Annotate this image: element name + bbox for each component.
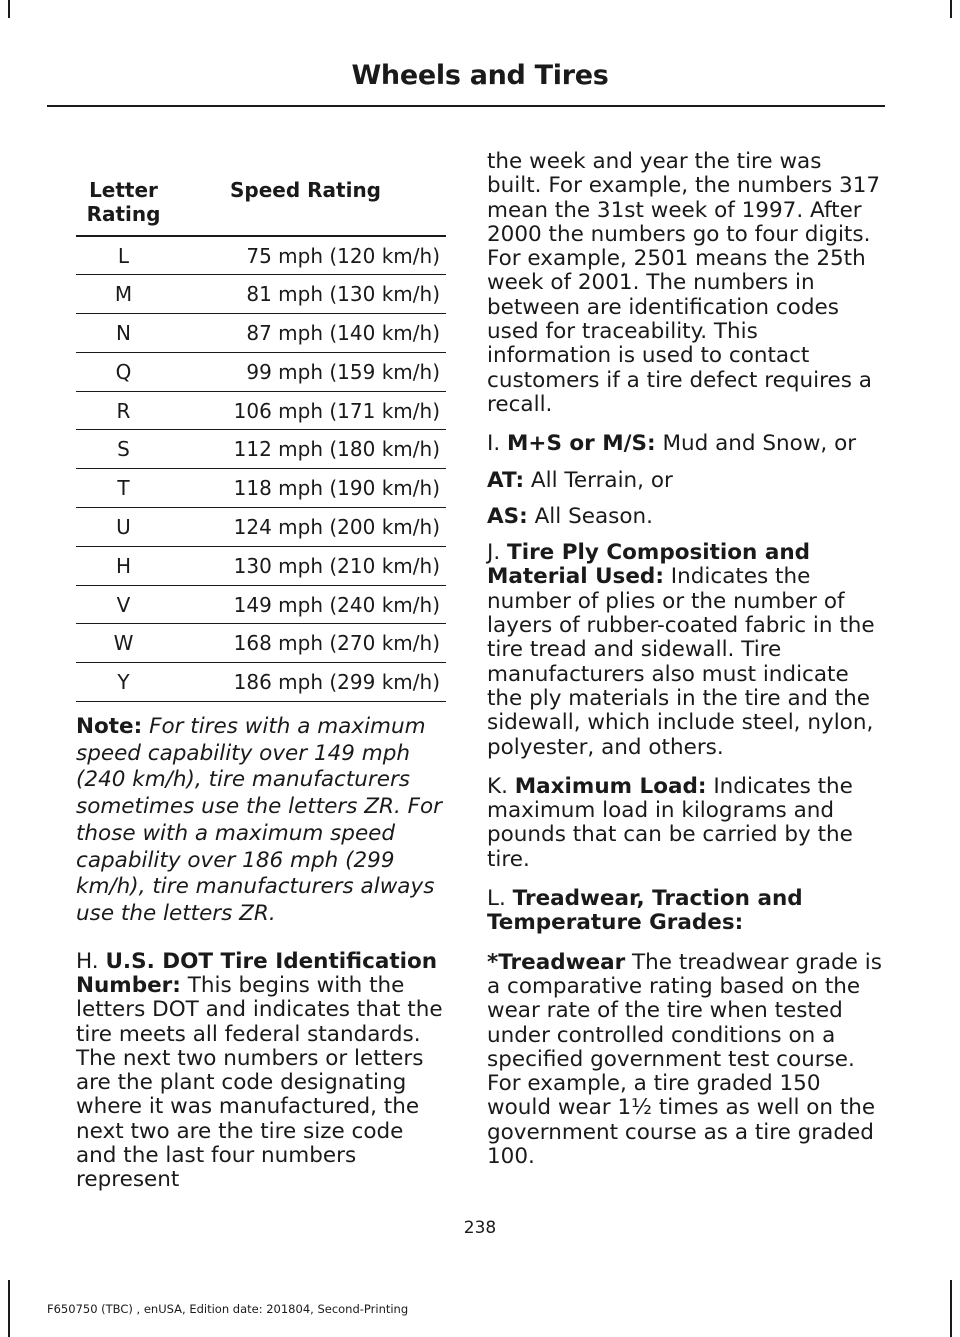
section-i xyxy=(487,432,882,456)
section-i-text: Mud and Snow, or xyxy=(662,431,857,457)
at-text: All Terrain, or xyxy=(530,467,673,493)
footer-edition: F650750 (TBC) , enUSA, Edition date: 201804, Second-Printing xyxy=(47,1302,409,1316)
letter-cell: R xyxy=(116,398,131,423)
speed-note xyxy=(76,714,446,928)
treadwear-label: *Treadwear xyxy=(487,949,626,975)
speed-cell: 168 mph (270 km/h) xyxy=(233,631,440,656)
at-line xyxy=(487,469,882,493)
section-h xyxy=(76,950,446,1193)
treadwear-paragraph xyxy=(487,951,882,1170)
section-i-prefix: I. xyxy=(487,431,501,457)
section-l xyxy=(487,887,882,936)
letter-cell: M xyxy=(114,282,133,307)
crop-mark-top-left xyxy=(8,0,10,18)
speed-cell: 81 mph (130 km/h) xyxy=(246,282,440,307)
section-j-label: Tire Ply Composition and Material Used: xyxy=(487,540,811,590)
as-label: AS: xyxy=(487,503,528,529)
table-row xyxy=(76,275,446,314)
section-l-prefix: L. xyxy=(487,886,506,912)
table-row xyxy=(76,430,446,469)
letter-cell: H xyxy=(115,553,132,578)
at-label: AT: xyxy=(487,467,525,493)
speed-rating-header: Speed Rating xyxy=(230,178,381,202)
as-line xyxy=(487,505,882,529)
letter-cell: T xyxy=(117,476,130,501)
letter-rating-header: Letter Rating xyxy=(86,178,161,226)
table-header-row xyxy=(76,170,446,236)
section-l-label: Treadwear, Traction and Temperature Grades: xyxy=(487,886,803,936)
section-j-prefix: J. xyxy=(487,540,501,566)
section-k-label: Maximum Load: xyxy=(514,773,707,799)
page-number: 238 xyxy=(463,1218,497,1238)
section-h-continued: the week and year the tire was built. For example, the numbers 317 mean the 31st week of 1997. After 2000 the numbers go to four digits. For example, 2501 means the 25th week of 2001. The numbers in between are identification codes used for traceability. This information is used to contact customers if a tire defect requires a recall. xyxy=(487,149,881,417)
speed-cell: 124 mph (200 km/h) xyxy=(233,514,440,539)
speed-cell: 87 mph (140 km/h) xyxy=(246,320,440,345)
table-row xyxy=(76,352,446,391)
speed-cell: 106 mph (171 km/h) xyxy=(233,398,440,423)
speed-cell: 75 mph (120 km/h) xyxy=(246,243,440,268)
speed-cell: 112 mph (180 km/h) xyxy=(233,437,440,462)
table-row xyxy=(76,469,446,508)
left-column xyxy=(76,170,446,1208)
speed-cell: 99 mph (159 km/h) xyxy=(246,359,440,384)
table-row xyxy=(76,391,446,430)
crop-mark-bottom-left xyxy=(8,1280,10,1337)
section-h-prefix: H. xyxy=(76,948,99,974)
speed-cell: 149 mph (240 km/h) xyxy=(233,592,440,617)
section-h-text: This begins with the letters DOT and indicates that the tire meets all federal standards. The next two numbers or letters are the plant code designating where it was manufactured, the next two are the tire size code and the last four numbers represent xyxy=(76,972,443,1193)
speed-cell: 130 mph (210 km/h) xyxy=(233,553,440,578)
letter-cell: Y xyxy=(117,670,130,695)
as-text: All Season. xyxy=(534,503,653,529)
treadwear-text: The treadwear grade is a comparative rating based on the wear rate of the tire when tested under controlled conditions on a specified government test course. For example, a tire graded 150 would wear 1½ times as well on the government course as a tire graded 100. xyxy=(487,949,882,1169)
section-k xyxy=(487,775,882,872)
speed-cell: 186 mph (299 km/h) xyxy=(233,670,440,695)
letter-cell: S xyxy=(117,437,130,462)
table-row xyxy=(76,236,446,275)
page-title: Wheels and Tires xyxy=(351,60,609,91)
section-k-prefix: K. xyxy=(487,773,508,799)
table-row xyxy=(76,314,446,353)
table-row xyxy=(76,663,446,702)
right-column xyxy=(487,150,882,1184)
crop-mark-top-right xyxy=(950,0,952,18)
letter-cell: U xyxy=(116,514,131,539)
table-row xyxy=(76,585,446,624)
note-label: Note: xyxy=(76,714,143,740)
letter-cell: L xyxy=(117,243,130,268)
crop-mark-bottom-right xyxy=(950,1280,952,1337)
section-j xyxy=(487,541,882,760)
section-h-label: U.S. DOT Tire Identification Number: xyxy=(76,948,438,998)
section-k-text: Indicates the maximum load in kilograms and pounds that can be carried by the tire. xyxy=(487,773,853,872)
title-rule xyxy=(47,105,885,107)
letter-cell: Q xyxy=(115,359,132,384)
speed-rating-table xyxy=(76,170,446,702)
table-row xyxy=(76,624,446,663)
section-i-label: M+S or M/S: xyxy=(507,431,656,457)
table-row xyxy=(76,508,446,547)
note-text: For tires with a maximum speed capability over 149 mph (240 km/h), tire manufacturers sometimes use the letters ZR. For those with a maximum speed capability over 186 mph (299 km/h), tire manufacturers always use the letters ZR. xyxy=(76,714,443,926)
table-row xyxy=(76,546,446,585)
letter-cell: W xyxy=(113,631,134,656)
letter-cell: N xyxy=(116,320,131,345)
section-j-text: Indicates the number of plies or the number of layers of rubber-coated fabric in the tire tread and sidewall. Tire manufacturers also must indicate the ply materials in the tire and the sidewall, which include steel, nylon, polyester, and others. xyxy=(487,564,875,760)
letter-cell: V xyxy=(116,592,131,617)
speed-cell: 118 mph (190 km/h) xyxy=(233,476,440,501)
